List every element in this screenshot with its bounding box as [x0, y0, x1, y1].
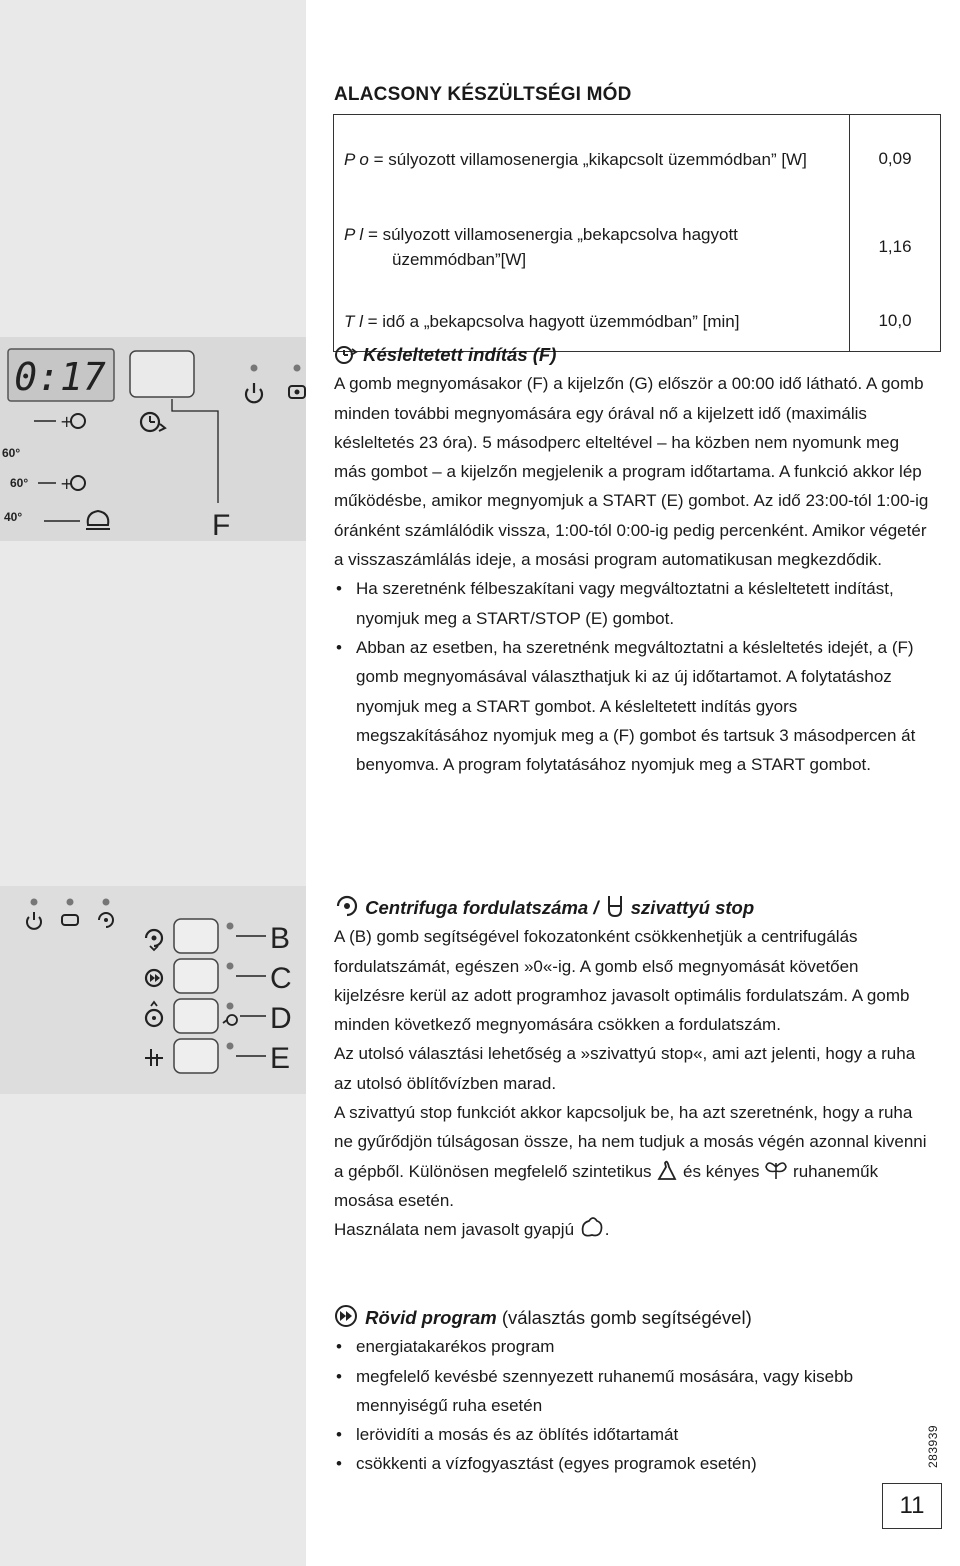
dial-temp: 60°	[10, 476, 29, 490]
row-symbol: P o	[344, 149, 369, 169]
list-item: • lerövidíti a mosás és az öblítés időtartamát	[334, 1420, 934, 1449]
label-e: E	[270, 1042, 291, 1075]
spin-paragraph-1: A (B) gomb segítségével fokozatonként csökkenhetjük a centrifugálás fordulatszámát, egészen »0«-ig. A gomb első megnyomását követően kijelzésre kerül az adott programhoz javasolt optimális fordulatszám. A gomb minden következő megnyomására csökken a fordulatszám.	[334, 927, 910, 1035]
spin-title-b: szivattyú stop	[630, 897, 755, 918]
page-number: 11	[882, 1483, 942, 1529]
document-number: 283939	[926, 1424, 940, 1468]
svg-text:+: +	[60, 474, 74, 493]
delay-start-icon	[334, 343, 358, 365]
spin-title-a: Centrifuga fordulatszáma /	[365, 897, 599, 918]
wool-icon	[579, 1215, 605, 1239]
delicate-butterfly-icon	[764, 1159, 788, 1181]
list-item: • Ha szeretnénk félbeszakítani vagy megváltoztatni a késleltetett indítást, nyomjuk meg a START/STOP (E) gombot.	[334, 574, 934, 633]
list-item: • Abban az esetben, ha szeretnénk megváltoztatni a késleltetés idejét, a (F) gomb megnyomásával választhatjuk ki az új időtartamot. A folytatáshoz nyomjuk meg a START gombot. A késleltetett indítás gyors megszakításához nyomjuk meg a (F) gombot és tartsuk 3 másodpercen át benyomva. A program folytatásához nyomjuk meg a START gombot.	[334, 633, 934, 779]
row-symbol: T l	[344, 311, 363, 331]
right-margin	[942, 0, 960, 1566]
standby-title: ALACSONY KÉSZÜLTSÉGI MÓD	[334, 84, 632, 105]
short-program-icon	[334, 1304, 360, 1328]
dial-temp: 40°	[4, 510, 23, 524]
spin-paragraph-4: Használata nem javasolt gyapjú .	[334, 1215, 934, 1244]
row-value: 1,16	[850, 203, 941, 291]
left-margin	[0, 0, 306, 1566]
panel-display: 0:17	[14, 355, 106, 399]
control-panel-top	[0, 337, 306, 541]
delayed-start-section	[334, 340, 934, 779]
dial-temp: 60°	[2, 446, 21, 460]
delayed-start-bullets	[334, 574, 934, 779]
row-text: = súlyozott villamosenergia „bekapcsolva hagyott üzemmódban”[W]	[367, 225, 738, 269]
list-item: • energiatakarékos program	[334, 1332, 934, 1361]
pump-stop-icon	[604, 894, 626, 918]
spin-paragraph-3: A szivattyú stop funkciót akkor kapcsoljuk be, ha azt szeretnénk, hogy a ruha ne gyűrődjön túlságosan össze, ha nem tudjuk a mosás végén azonnal kivenni a gépből. Különösen megfelelő szintetikus és kényes ruhaneműk mosása esetén.	[334, 1103, 927, 1210]
delay-button-graphic	[130, 351, 194, 397]
label-c: C	[270, 962, 292, 995]
control-panel-bottom	[0, 886, 306, 1094]
spin-speed-icon	[334, 894, 360, 918]
row-symbol: P l	[344, 225, 364, 244]
label-b: B	[270, 922, 291, 955]
standby-table	[333, 114, 941, 352]
label-d: D	[270, 1002, 292, 1035]
row-value: 10,0	[850, 291, 941, 352]
table-row	[334, 115, 941, 204]
synthetic-icon	[656, 1157, 678, 1181]
row-text: = súlyozott villamosenergia „kikapcsolt üzemmódban” [W]	[373, 149, 807, 169]
list-item: • csökkenti a vízfogyasztást (egyes programok esetén)	[334, 1449, 934, 1478]
short-program-title: Rövid program	[365, 1307, 497, 1328]
table-row	[334, 203, 941, 291]
list-item: • megfelelő kevésbé szennyezett ruhanemű mosására, vagy kisebb mennyiségű ruha esetén	[334, 1362, 934, 1421]
short-program-title-tail: (választás gomb segítségével)	[501, 1307, 752, 1328]
spin-paragraph-2: Az utolsó választási lehetőség a »szivattyú stop«, ami azt jelenti, hogy a ruha az utolsó öblítővízben marad.	[334, 1044, 916, 1093]
svg-text:+: +	[60, 412, 74, 431]
short-program-bullets	[334, 1332, 934, 1478]
row-text: = idő a „bekapcsolva hagyott üzemmódban” [min]	[367, 311, 740, 331]
spin-section	[334, 893, 934, 1245]
row-value: 0,09	[850, 115, 941, 204]
delayed-start-paragraph: A gomb megnyomásakor (F) a kijelzőn (G) először a 00:00 idő látható. A gomb minden további megnyomására egy órával nő a kijelzett idő (maximális késleltetés 23 óra). 5 másodperc elteltével – ha közben nem nyomunk meg más gombot – a kijelzőn megjelenik a program időtartama. A funkció akkor lép működésbe, amikor megnyomjuk a START (E) gombot. Az idő 23:00-tól 1:00-ig óránként számlálódik vissza, 1:00-tól 0:00-ig pedig percenként. Amikor végetér a visszaszámlálás ideje, a mosási program automatikusan megkezdődik.	[334, 374, 929, 570]
short-program-section	[334, 1303, 934, 1479]
delayed-start-title: Késleltetett indítás (F)	[363, 344, 557, 365]
button-label-f: F	[212, 509, 231, 541]
